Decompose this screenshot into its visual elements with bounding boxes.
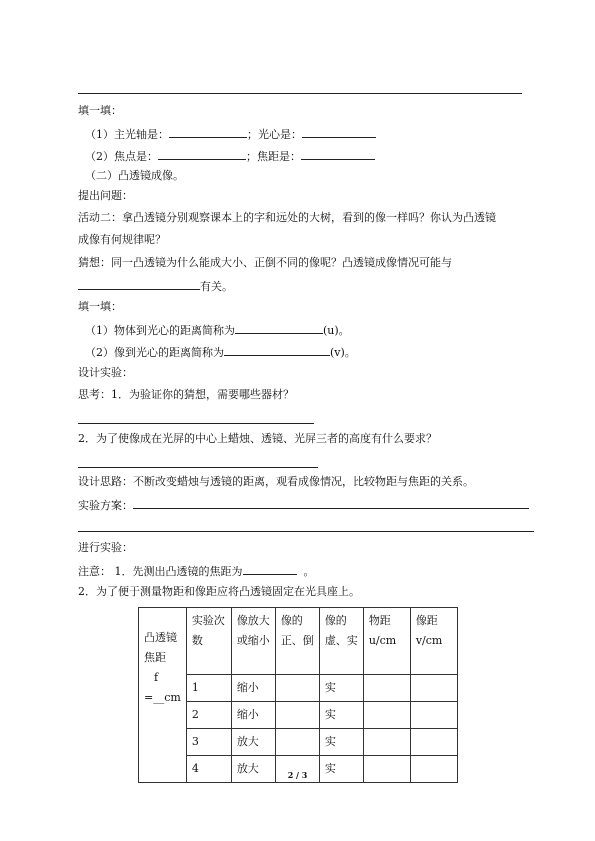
- table-header-row: [139, 608, 458, 675]
- table-cell: 缩小: [231, 702, 275, 729]
- table-header-cell: 物距u/cm: [363, 608, 410, 675]
- note-focal-length: 注意： 1．先测出凸透镜的焦距为 。: [78, 565, 315, 578]
- table-header-cell: 像距v/cm: [410, 608, 457, 675]
- table-cell: 4: [186, 756, 231, 783]
- experiment-table: [138, 607, 458, 783]
- answer-blank[interactable]: [235, 322, 323, 334]
- question-image-distance: （2）像到光心的距离简称为 (v)。: [85, 346, 356, 359]
- answer-blank-line[interactable]: [78, 423, 314, 424]
- table-cell[interactable]: [363, 675, 410, 702]
- question-focus: （2）焦点是： ；焦距是：: [85, 148, 375, 164]
- table-cell: 1: [186, 675, 231, 702]
- table-row: [139, 702, 458, 729]
- table-header-cell: 像放大或缩小: [231, 608, 275, 675]
- note-fix-lens: 2．为了便于测量物距和像距应将凸透镜固定在光具座上。: [78, 585, 360, 598]
- answer-blank[interactable]: [169, 126, 247, 138]
- ask-question-heading: 提出问题：: [78, 189, 133, 202]
- table-cell: 2: [186, 702, 231, 729]
- guess-text: 猜想：同一凸透镜为什么能成大小、正倒不同的像呢？凸透镜成像情况可能与: [78, 256, 452, 269]
- table-cell[interactable]: [363, 702, 410, 729]
- table-cell[interactable]: [275, 702, 319, 729]
- table-cell: 实: [319, 729, 363, 756]
- table-cell[interactable]: [410, 702, 457, 729]
- section-two-heading: （二）凸透镜成像。: [85, 169, 184, 182]
- table-cell: 3: [186, 729, 231, 756]
- activity-two-text: 活动二：拿凸透镜分别观察课本上的字和远处的大树，看到的像一样吗？你认为凸透镜: [78, 211, 496, 224]
- table-row: [139, 729, 458, 756]
- table-cell: 缩小: [231, 675, 275, 702]
- focal-length-cell: [139, 608, 187, 783]
- table-cell: 实: [319, 702, 363, 729]
- activity-two-text-cont: 成像有何规律呢？: [78, 233, 166, 246]
- fill-in-heading-2: 填一填：: [78, 300, 122, 313]
- think-question: 思考：1．为验证你的猜想，需要哪些器材？: [78, 388, 294, 401]
- question-main-axis: （1）主光轴是： ；光心是：: [85, 126, 376, 142]
- height-question: 2．为了使像成在光屏的中心上蜡烛、透镜、光屏三者的高度有什么要求？: [78, 432, 437, 445]
- table-cell: 放大: [231, 729, 275, 756]
- focal-label: 焦距: [144, 651, 166, 664]
- answer-blank[interactable]: [133, 497, 529, 509]
- table-cell[interactable]: [275, 729, 319, 756]
- table-cell[interactable]: [275, 675, 319, 702]
- question-object-distance: （1）物体到光心的距离简称为 (u)。: [85, 324, 350, 337]
- table-header-cell: 像的正、倒: [275, 608, 319, 675]
- do-experiment-heading: 进行实验：: [78, 541, 133, 554]
- guess-blank-line: 有关。: [78, 278, 233, 294]
- table-header-cell: 实验次数: [186, 608, 231, 675]
- table-header-cell: 像的虚、实: [319, 608, 363, 675]
- table-cell[interactable]: [410, 675, 457, 702]
- design-idea-text: 设计思路：不断改变蜡烛与透镜的距离，观看成像情况，比较物距与焦距的关系。: [78, 475, 474, 488]
- table-cell: 实: [319, 675, 363, 702]
- table-row: [139, 675, 458, 702]
- table-cell[interactable]: [410, 729, 457, 756]
- answer-blank[interactable]: [301, 148, 375, 160]
- page-number: 2 / 3: [287, 770, 308, 780]
- answer-blank[interactable]: [78, 278, 200, 290]
- top-separator-line: [78, 93, 522, 94]
- table-cell: 实: [319, 756, 363, 783]
- fill-in-heading: 填一填：: [78, 104, 122, 117]
- answer-blank[interactable]: [302, 126, 376, 138]
- focal-label: =__cm: [144, 691, 181, 704]
- focal-label: 凸透镜: [144, 631, 177, 644]
- experiment-plan: 实验方案：: [78, 497, 529, 513]
- answer-blank[interactable]: [224, 344, 330, 356]
- answer-blank[interactable]: [158, 148, 246, 160]
- focal-label: f: [154, 671, 159, 684]
- design-experiment-heading: 设计实验：: [78, 366, 133, 379]
- table-cell[interactable]: [363, 729, 410, 756]
- answer-blank[interactable]: [243, 563, 297, 575]
- table-cell: 放大: [231, 756, 275, 783]
- answer-blank-line[interactable]: [78, 467, 318, 468]
- answer-blank-line[interactable]: [78, 531, 534, 532]
